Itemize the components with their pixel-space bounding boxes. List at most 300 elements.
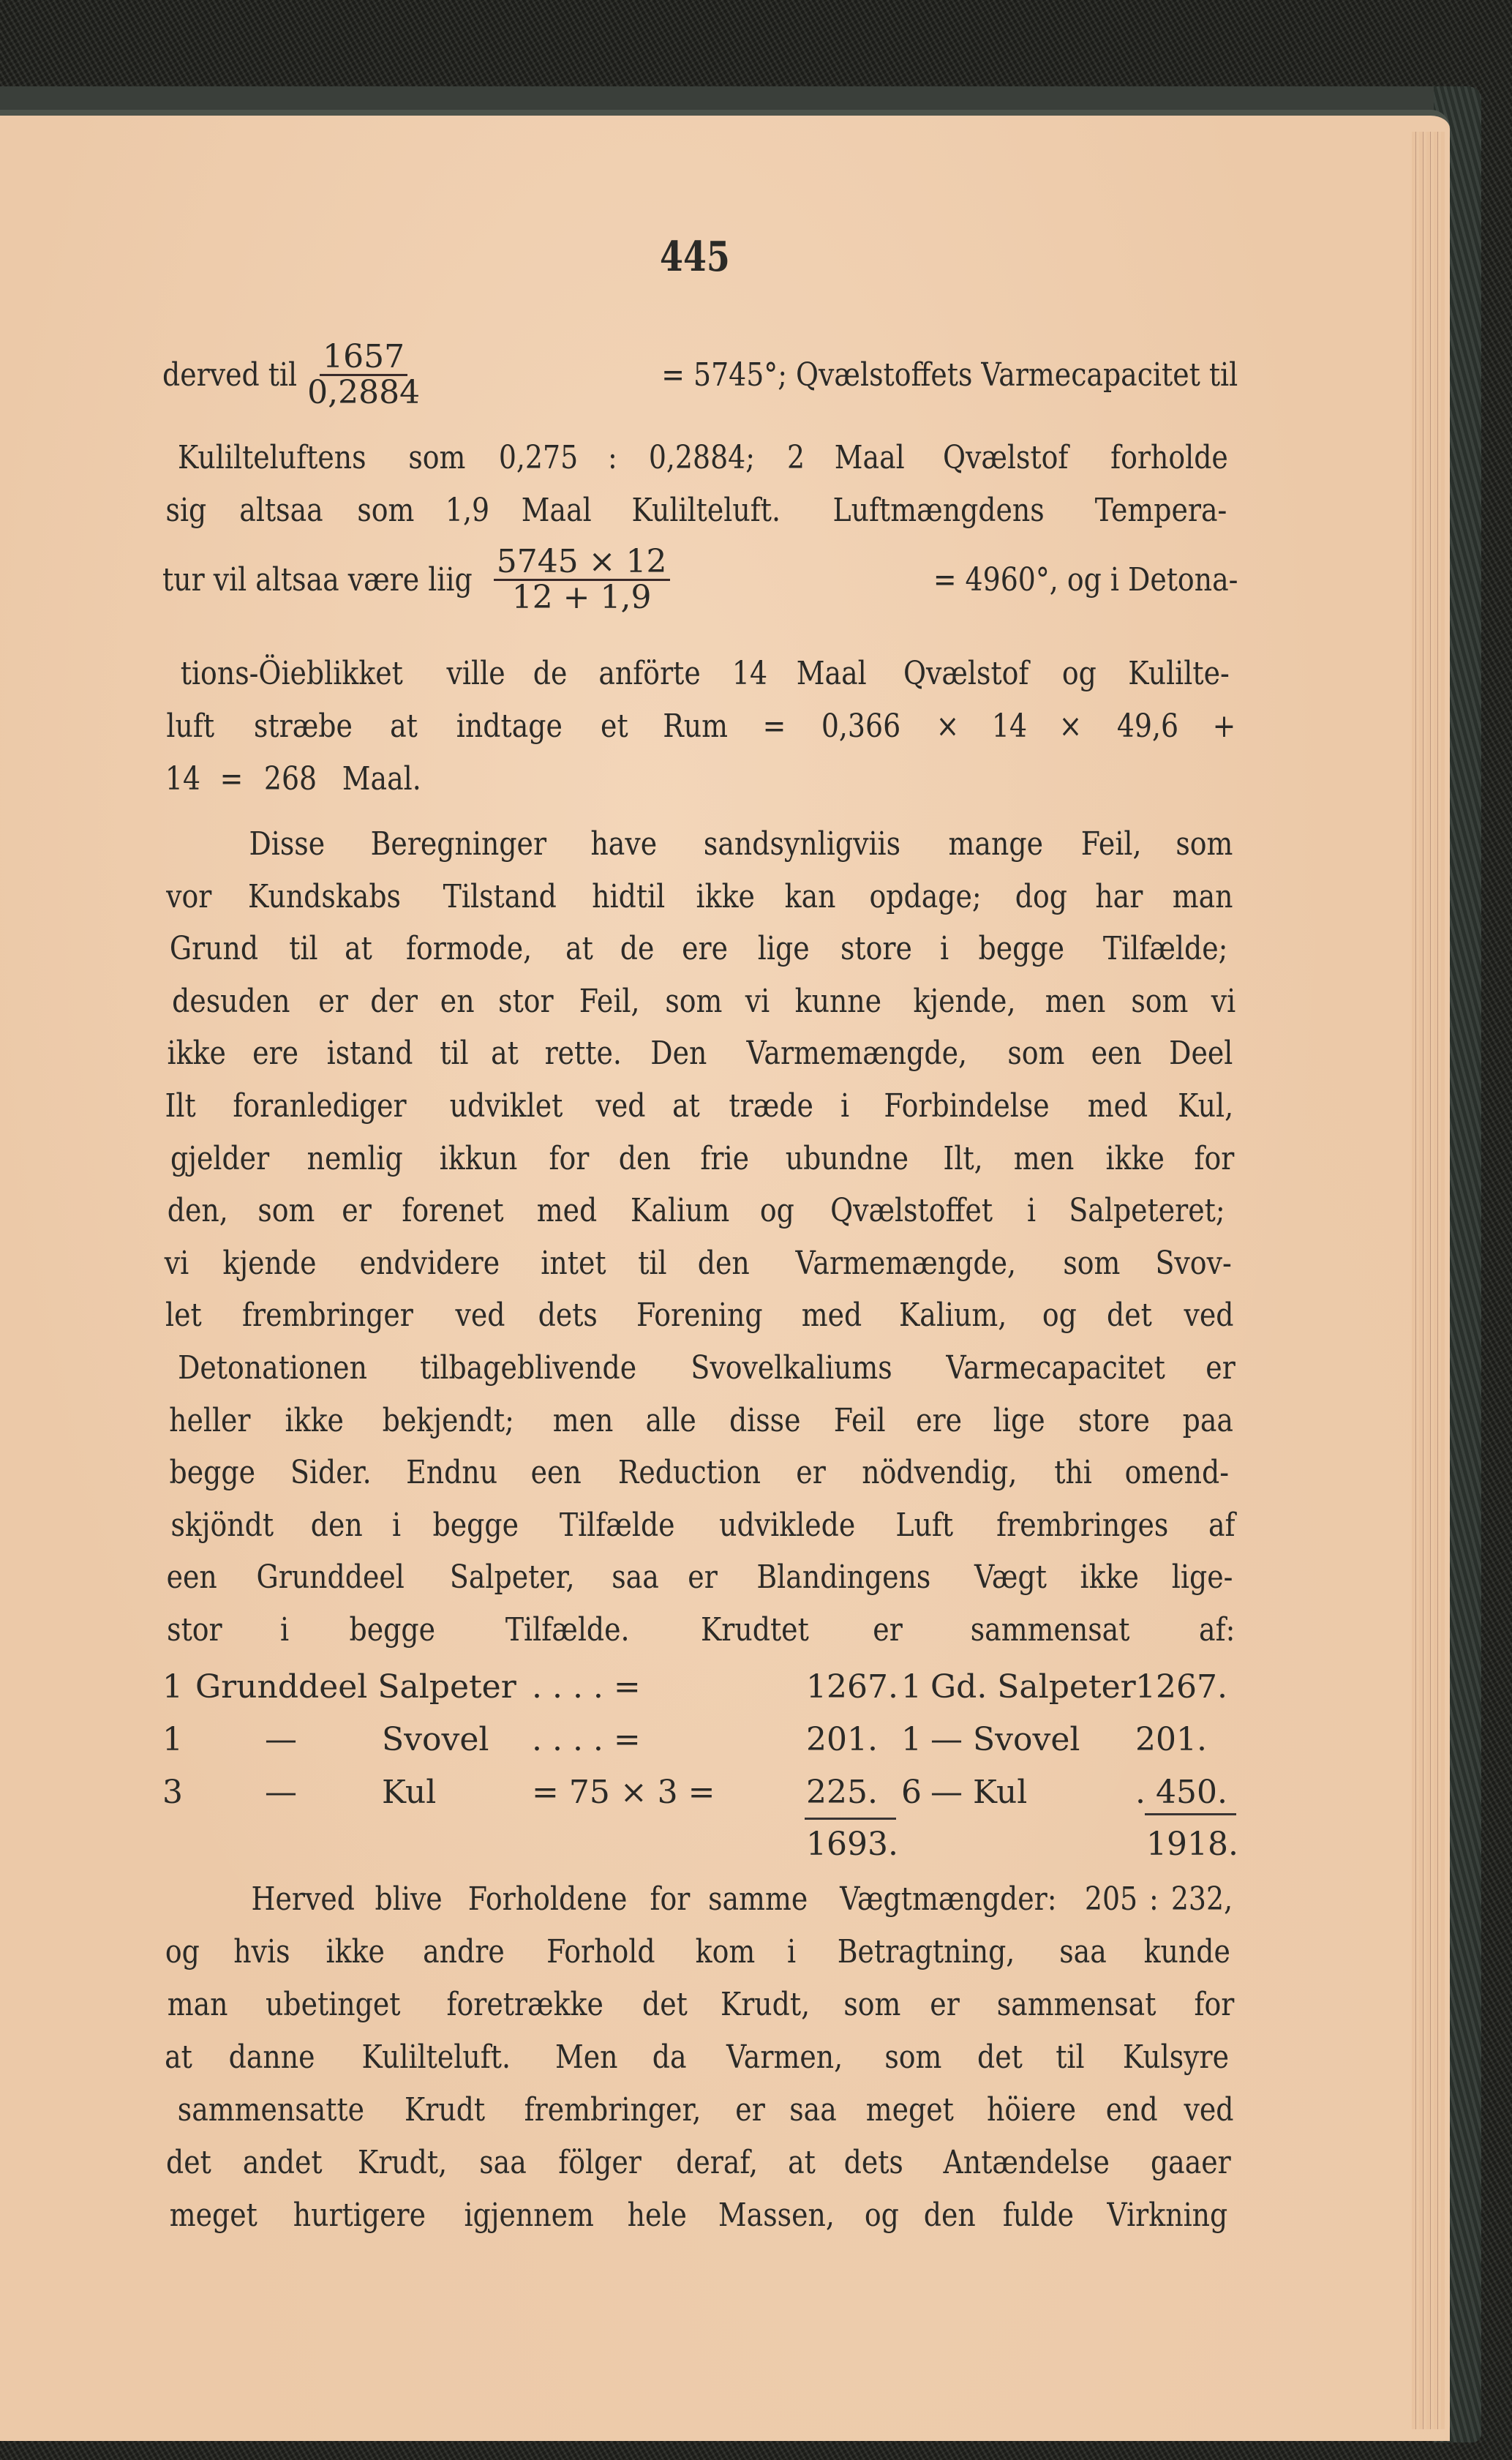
word: af:	[1198, 1611, 1235, 1649]
word: i	[391, 1506, 401, 1544]
paragraph-line	[162, 1933, 1238, 1977]
word: i	[1026, 1192, 1036, 1230]
word: 0,2884;	[648, 439, 756, 476]
word: blive	[375, 1880, 443, 1918]
word: Varmecapacitet	[946, 1349, 1166, 1387]
word: Krudt,	[720, 1986, 810, 2023]
word: er	[342, 1192, 372, 1230]
paragraph-line	[162, 2039, 1238, 2082]
word: ved	[595, 1087, 646, 1125]
cell-name2: — Svovel	[930, 1721, 1080, 1758]
word: er	[796, 1454, 827, 1492]
formula-line-2	[162, 545, 1238, 615]
word: 0,366	[821, 708, 901, 745]
word: man	[167, 1986, 228, 2023]
word: der	[370, 982, 418, 1020]
word: det	[1107, 1297, 1153, 1335]
word: indtage	[456, 708, 563, 745]
fraction-numerator: 1657	[320, 340, 407, 376]
paragraph-line	[162, 2091, 1238, 2135]
word: i	[940, 930, 949, 968]
word: i	[279, 1611, 289, 1649]
word: den	[923, 2197, 976, 2234]
word: stor	[497, 982, 554, 1020]
word: +	[1212, 708, 1236, 745]
word: er	[929, 1986, 960, 2023]
word: Tilfælde;	[1102, 930, 1228, 968]
word: for	[1194, 1139, 1235, 1177]
word: lige	[757, 930, 810, 968]
word: Qvælstof	[903, 655, 1029, 692]
fraction-denominator: 0,2884	[307, 374, 421, 412]
word: den	[697, 1244, 750, 1282]
word: frie	[700, 1139, 750, 1177]
word: Kalium,	[899, 1297, 1007, 1335]
word: er	[873, 1611, 903, 1649]
word: ville	[446, 655, 505, 692]
word: 205	[1085, 1880, 1138, 1918]
word: hele	[627, 2197, 687, 2234]
word: hurtigere	[293, 2197, 426, 2234]
word: Tilfælde.	[505, 1611, 630, 1649]
word: Krudtet	[701, 1611, 810, 1649]
word: lige	[993, 1401, 1045, 1439]
cell-value: 1267.	[806, 1668, 898, 1706]
paragraph-line	[162, 1986, 1238, 2030]
word: ubundne	[785, 1139, 909, 1177]
word: Varmen,	[726, 2039, 843, 2076]
word: fölger	[558, 2144, 642, 2181]
word: Forholdene	[467, 1880, 628, 1918]
paragraph-line	[162, 1087, 1238, 1131]
word: de	[533, 655, 568, 692]
word: saa	[789, 2091, 838, 2129]
word: kjende,	[913, 982, 1016, 1020]
word: tilbageblivende	[420, 1349, 637, 1387]
word: Kulilte-	[1128, 655, 1230, 692]
word: ikkun	[439, 1139, 518, 1177]
paragraph-line	[243, 1880, 1238, 1924]
word: Detonationen	[178, 1349, 367, 1387]
word: een	[530, 1454, 582, 1492]
word: ikke	[167, 1035, 226, 1073]
word: udviklede	[719, 1506, 856, 1544]
word: saa	[1059, 1933, 1107, 1970]
word: Tilstand	[443, 877, 557, 915]
word: =	[219, 760, 244, 798]
word: Varmemængde,	[795, 1244, 1017, 1282]
word: som	[1007, 1035, 1065, 1073]
word: Forbindelse	[884, 1087, 1050, 1125]
word: begge	[349, 1611, 436, 1649]
word: Kulilteluft.	[361, 2039, 511, 2076]
word: Beregninger	[370, 825, 546, 863]
cell-name: Kul	[382, 1774, 437, 1811]
word: have	[590, 825, 658, 863]
word: Kul,	[1177, 1087, 1233, 1125]
word: endvidere	[359, 1244, 500, 1282]
word: ikke	[326, 1933, 385, 1970]
word: luft	[166, 708, 215, 745]
word: vi	[1211, 982, 1236, 1020]
word: fulde	[1003, 2197, 1075, 2234]
cell-qty: 1	[162, 1721, 183, 1758]
word: er	[1206, 1349, 1235, 1387]
word: Kulilteluftens	[177, 439, 366, 476]
cell-name: Grunddeel Salpeter	[195, 1668, 516, 1706]
word: skjöndt	[170, 1506, 274, 1544]
word: 14	[991, 708, 1027, 745]
word: de	[620, 930, 654, 968]
paragraph-line	[162, 1245, 1238, 1289]
word: Maal.	[342, 760, 421, 798]
word: til	[289, 930, 318, 968]
word: for	[549, 1139, 590, 1177]
word: Grund	[169, 930, 259, 968]
word: som	[1131, 982, 1189, 1020]
word: altsaa	[239, 492, 323, 529]
word: ere	[252, 1035, 298, 1073]
word: begge	[432, 1506, 519, 1544]
word: Svovelkaliums	[691, 1349, 892, 1387]
word: sig	[165, 492, 207, 529]
word: stræbe	[253, 708, 353, 745]
cell-value2: 1267.	[1135, 1668, 1227, 1706]
word: det	[166, 2144, 211, 2181]
page-number: 445	[660, 233, 730, 281]
word: een	[166, 1559, 217, 1597]
word: 232,	[1170, 1880, 1233, 1918]
word: Tempera-	[1094, 492, 1227, 529]
word: =	[762, 708, 786, 745]
word: Virkning	[1107, 2197, 1228, 2234]
word: istand	[326, 1035, 413, 1073]
paragraph-line	[162, 1454, 1238, 1498]
cell-qty: 3	[162, 1774, 183, 1811]
paragraph-line	[162, 1611, 1238, 1655]
word: andre	[422, 1933, 505, 1970]
sum-rule	[805, 1818, 896, 1820]
word: som	[1176, 825, 1233, 863]
formula1-prefix: derved til	[162, 356, 298, 394]
sum-rule	[1145, 1813, 1236, 1815]
word: Varmemængde,	[746, 1035, 968, 1073]
word: Antændelse	[943, 2144, 1110, 2181]
word: ikke	[1080, 1559, 1139, 1597]
word: Tilfælde	[559, 1506, 675, 1544]
word: at	[344, 930, 372, 968]
word: er	[688, 1559, 718, 1597]
word: Den	[650, 1035, 707, 1073]
word: kunne	[794, 982, 882, 1020]
table-row	[162, 1668, 1245, 1712]
text-line	[162, 492, 1238, 536]
word: har	[1095, 877, 1143, 915]
word: begge	[978, 930, 1064, 968]
paragraph-line	[162, 2144, 1238, 2188]
cell-value2: 201.	[1135, 1721, 1207, 1758]
word: med	[801, 1297, 862, 1335]
word: Salpeter,	[449, 1559, 575, 1597]
word: ved	[455, 1297, 505, 1335]
word: som	[1063, 1244, 1121, 1282]
text-line	[162, 760, 1238, 804]
cell-calc: . . . . =	[532, 1721, 641, 1758]
word: som	[843, 1986, 901, 2023]
word: nödvendig,	[862, 1454, 1018, 1492]
word: Vægtmængder:	[839, 1880, 1057, 1918]
fraction-denominator: 12 + 1,9	[511, 579, 652, 617]
paragraph-line	[162, 878, 1238, 922]
word: er	[318, 982, 348, 1020]
word: Rum	[663, 708, 728, 745]
table-row	[162, 1721, 1245, 1765]
word: for	[650, 1880, 691, 1918]
word: intet	[541, 1244, 606, 1282]
cell-dash: —	[265, 1721, 297, 1758]
word: foranlediger	[232, 1087, 407, 1125]
word: Ilt	[165, 1087, 196, 1125]
word: 14	[165, 760, 201, 798]
word: og	[1042, 1297, 1077, 1335]
word: anförte	[598, 655, 701, 692]
word: ved	[1184, 1297, 1234, 1335]
word: Blandingens	[756, 1559, 931, 1597]
word: ere	[916, 1401, 963, 1439]
word: som	[257, 1192, 315, 1230]
word: med	[1088, 1087, 1148, 1125]
cell-name2: — Kul	[930, 1774, 1028, 1811]
word: frembringes	[996, 1506, 1169, 1544]
word: 1,9	[445, 492, 489, 529]
word: med	[537, 1192, 598, 1230]
word: een	[1091, 1035, 1142, 1073]
cell-qty2: 1	[901, 1721, 922, 1758]
word: Disse	[249, 825, 326, 863]
word: at	[491, 1035, 519, 1073]
paragraph-line	[243, 825, 1238, 869]
cell-name: Svovel	[382, 1721, 489, 1758]
word: andet	[242, 2144, 323, 2181]
word: Luftmængdens	[832, 492, 1045, 529]
cell-calc: . . . . =	[532, 1668, 641, 1706]
word: vi	[164, 1244, 189, 1282]
word: den	[618, 1139, 671, 1177]
word: lige-	[1171, 1559, 1233, 1597]
word: og	[760, 1192, 795, 1230]
word: 268	[263, 760, 317, 798]
word: som	[357, 492, 415, 529]
word: ere	[682, 930, 729, 968]
paragraph-line	[162, 1507, 1238, 1550]
word: til	[1056, 2039, 1085, 2076]
word: Men	[554, 2039, 618, 2076]
paragraph-line	[162, 930, 1238, 974]
word: dets	[538, 1297, 598, 1335]
word: hidtil	[592, 877, 666, 915]
word: træde	[729, 1087, 813, 1125]
cell-calc: = 75 × 3 =	[532, 1774, 715, 1811]
word: i	[840, 1087, 850, 1125]
formula2-suffix: = 4960°, og i Detona-	[933, 561, 1238, 599]
word: Vægt	[974, 1559, 1047, 1597]
word: ved	[1184, 2091, 1234, 2129]
fraction-5745x12-over-13-9	[494, 545, 670, 615]
word: er	[735, 2091, 766, 2129]
word: saa	[478, 2144, 527, 2181]
word: Ilt,	[943, 1139, 984, 1177]
cell-value: 225.	[806, 1774, 878, 1811]
word: Svov-	[1155, 1244, 1232, 1282]
word: foretrække	[446, 1986, 603, 2023]
word: ×	[936, 708, 960, 745]
word: Endnu	[406, 1454, 498, 1492]
word: bekjendt;	[382, 1401, 514, 1439]
word: den,	[167, 1192, 228, 1230]
word: heller	[169, 1401, 251, 1439]
word: som	[665, 982, 723, 1020]
word: Forhold	[546, 1933, 655, 1970]
cell-value2: . 450.	[1135, 1774, 1227, 1811]
word: Kalium	[630, 1192, 729, 1230]
word: 14	[732, 655, 768, 692]
table-row	[162, 1774, 1245, 1818]
word: Grunddeel	[256, 1559, 405, 1597]
word: til	[440, 1035, 469, 1073]
word: Massen,	[718, 2197, 835, 2234]
word: 49,6	[1116, 708, 1178, 745]
word: at	[672, 1087, 700, 1125]
word: Krudt	[404, 2091, 485, 2129]
word: sammensat	[971, 1611, 1130, 1649]
word: til	[637, 1244, 667, 1282]
word: :	[607, 439, 617, 476]
text-line	[162, 655, 1238, 699]
word: omend-	[1124, 1454, 1230, 1492]
paragraph-line	[162, 2197, 1238, 2240]
word: Maal	[521, 492, 592, 529]
paragraph-line	[162, 1140, 1238, 1184]
word: ×	[1058, 708, 1083, 745]
word: Sider.	[290, 1454, 372, 1492]
formula-line-1	[162, 340, 1238, 410]
word: frembringer	[242, 1297, 414, 1335]
word: udviklet	[449, 1087, 563, 1125]
text-line	[162, 708, 1238, 751]
word: ubetinget	[266, 1986, 401, 2023]
word: Kulsyre	[1122, 2039, 1230, 2076]
word: Qvælstoffet	[830, 1192, 993, 1230]
word: store	[1077, 1401, 1150, 1439]
word: kunde	[1144, 1933, 1231, 1970]
word: kan	[784, 877, 836, 915]
word: man	[1172, 877, 1233, 915]
word: samme	[707, 1880, 808, 1918]
word: en	[440, 982, 475, 1020]
word: i	[786, 1933, 796, 1970]
word: for	[1194, 1986, 1235, 2023]
word: Deel	[1168, 1035, 1233, 1073]
cell-name2: Gd. Salpeter	[930, 1668, 1136, 1706]
text-line	[162, 439, 1238, 483]
word: og	[1062, 655, 1097, 692]
word: sandsynligviis	[703, 825, 900, 863]
word: vi	[745, 982, 770, 1020]
formula1-suffix: = 5745°; Qvælstoffets Varmecapacitet til	[661, 356, 1238, 394]
word: men	[1013, 1139, 1074, 1177]
word: nemlig	[306, 1139, 403, 1177]
paragraph-line	[162, 1402, 1238, 1446]
word: :	[1149, 1880, 1159, 1918]
word: at	[165, 2039, 192, 2076]
paragraph-line	[162, 983, 1238, 1027]
total-2: 1918.	[1146, 1826, 1238, 1863]
word: stor	[167, 1611, 222, 1649]
word: store	[840, 930, 913, 968]
word: som	[884, 2039, 942, 2076]
word: mange	[948, 825, 1044, 863]
fraction-numerator: 5745 × 12	[494, 545, 670, 581]
word: men	[552, 1401, 614, 1439]
word: vor	[166, 877, 212, 915]
cell-dash: —	[265, 1774, 297, 1811]
word: af	[1208, 1506, 1235, 1544]
word: meget	[866, 2091, 955, 2129]
word: kom	[695, 1933, 755, 1970]
word: Herved	[251, 1880, 355, 1918]
word: forholde	[1110, 439, 1228, 476]
cell-value: 201.	[806, 1721, 878, 1758]
cell-qty2: 1	[901, 1668, 922, 1706]
fraction-1657-over-0-2884	[304, 340, 423, 410]
word: formode,	[405, 930, 532, 968]
word: Salpeteret;	[1069, 1192, 1225, 1230]
total-1: 1693.	[806, 1826, 898, 1863]
word: saa	[611, 1559, 659, 1597]
word: som	[408, 439, 466, 476]
word: at	[788, 2144, 816, 2181]
word: Luft	[895, 1506, 954, 1544]
paragraph-line	[162, 1349, 1238, 1393]
word: sammensatte	[177, 2091, 365, 2129]
page-edges	[1412, 132, 1445, 2429]
word: det	[642, 1986, 688, 2023]
word: disse	[729, 1401, 801, 1439]
word: meget	[169, 2197, 257, 2234]
word: Kulilteluft.	[631, 492, 781, 529]
word: dog	[1015, 877, 1067, 915]
word: den	[310, 1506, 363, 1544]
word: paa	[1182, 1401, 1234, 1439]
word: Forening	[636, 1297, 763, 1335]
word: desuden	[172, 982, 290, 1020]
word: kjende	[222, 1244, 317, 1282]
word: at	[390, 708, 418, 745]
word: gaaer	[1151, 2144, 1232, 2181]
word: det	[977, 2039, 1023, 2076]
totals-row	[162, 1826, 1245, 1870]
word: ikke	[1105, 1139, 1165, 1177]
word: ikke	[696, 877, 756, 915]
word: alle	[645, 1401, 696, 1439]
word: og	[864, 2197, 899, 2234]
word: let	[165, 1297, 202, 1335]
paragraph-line	[162, 1192, 1238, 1236]
word: Maal	[796, 655, 867, 692]
word: begge	[169, 1454, 256, 1492]
word: hvis	[233, 1933, 290, 1970]
word: Feil,	[579, 982, 640, 1020]
